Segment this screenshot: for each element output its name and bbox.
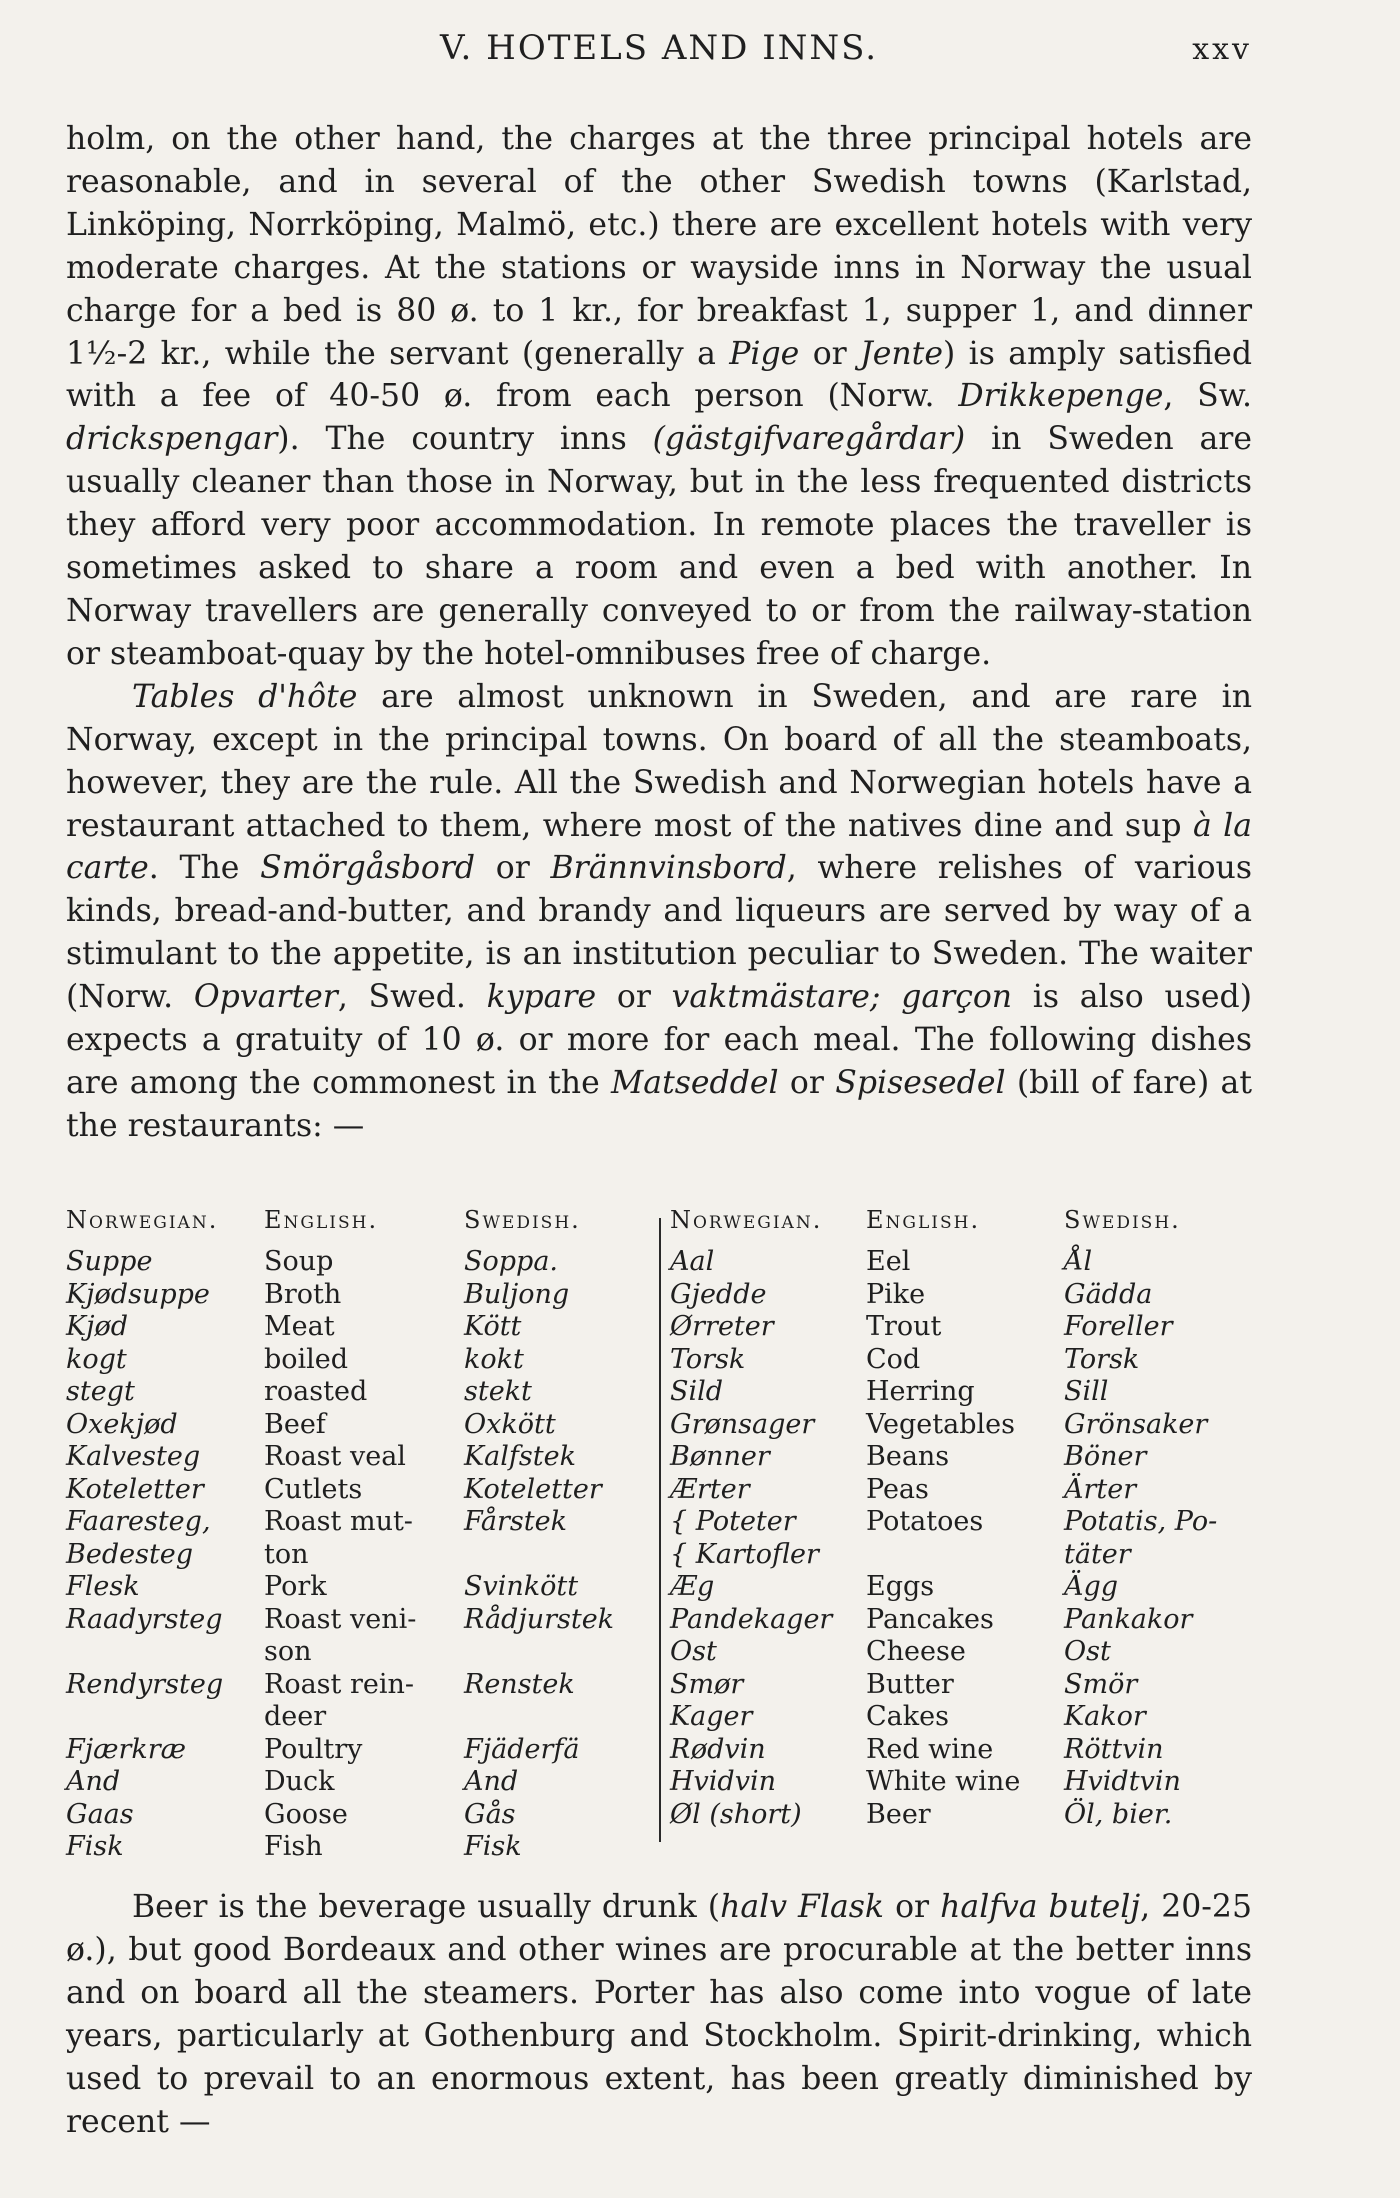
table-cell: Raadyrsteg (66, 1603, 223, 1635)
text-run: are almost unknown in Sweden, and are rare in Norway, except in the principal towns. On board of all the steamboats, however, they are the rule. All the Swedish and Norwegian hotels have a restaurant attached to them, where most of the natives dine and sup (66, 678, 1252, 844)
paragraph-3 (66, 1886, 1252, 2143)
table-cell: Fårstek (464, 1506, 567, 1537)
table-cell: Kött (464, 1311, 522, 1342)
italic-term: Tables d'hôte (132, 678, 358, 715)
paragraph-2 (66, 676, 1252, 1148)
text-run: or (778, 1064, 836, 1101)
table-cell: Sild (670, 1376, 724, 1407)
text-run: in Sweden are usually cleaner than those in Norway, but in the less frequented districts they afford very poor accommodation. In remote places the traveller is sometimes asked to share a room and even a bed with another. In Norway travellers are generally conveyed to or from the railway-station or steamboat-quay by the hotel-omnibuses free of charge. (66, 421, 1252, 672)
italic-term: halfva butelj (940, 1889, 1141, 1925)
table-cell: Ål (1064, 1246, 1093, 1277)
left-norwegian-column (66, 1204, 223, 1864)
column-divider (659, 1218, 661, 1842)
table-cell: Ærter (670, 1473, 750, 1505)
table-cell: Roast veni- (264, 1603, 417, 1635)
table-cell: Renstek (464, 1668, 575, 1700)
italic-term: Smörgåsbord (260, 850, 476, 887)
table-cell: boiled (264, 1343, 349, 1375)
table-cell: Eel (866, 1246, 911, 1277)
text-run: or (475, 850, 551, 887)
table-cell: Gaas (66, 1798, 134, 1830)
left-english-column (264, 1204, 416, 1864)
table-cell: Svinkött (464, 1571, 579, 1602)
text-run: , Sw. (1163, 378, 1252, 415)
table-cell: Vegetables (866, 1408, 1015, 1440)
italic-term: Drikkepenge (958, 378, 1164, 415)
table-cell (66, 1636, 223, 1669)
table-cell: Rådjurstek (464, 1603, 615, 1635)
table-cell: Faaresteg, (66, 1506, 211, 1537)
italic-term: drickspengar (66, 421, 278, 458)
page-header (66, 28, 1252, 78)
italic-term: à la carte (66, 807, 1252, 887)
table-cell: Cod (866, 1343, 921, 1375)
chapter-title: V. HOTELS AND INNS. (439, 28, 879, 68)
text-run: is also used) expects a gratuity of 10 ø. or more for each meal. The following dishes are among the commonest in the (66, 979, 1252, 1101)
table-cell: Oxkött (464, 1408, 556, 1440)
table-cell: Rendyrsteg (66, 1668, 224, 1700)
table-cell: Smör (1064, 1668, 1138, 1700)
table-cell (464, 1539, 614, 1572)
table-cell: Duck (264, 1766, 335, 1797)
table-cell (464, 1636, 614, 1669)
table-cell: Bønner (670, 1441, 770, 1472)
column-header: Norwegian. (670, 1206, 823, 1234)
table-cell: Aal (670, 1246, 715, 1277)
table-cell: Roast veal (264, 1441, 406, 1472)
table-cell: Flesk (66, 1571, 140, 1602)
italic-term: Spisesedel (835, 1064, 1006, 1101)
column-header: Norwegian. (66, 1206, 219, 1234)
italic-term: halv Flask (720, 1889, 885, 1925)
table-cell: Koteletter (464, 1473, 602, 1505)
column-header: English. (264, 1206, 379, 1234)
table-cell: roasted (264, 1376, 368, 1407)
table-cell: Beef (264, 1408, 326, 1440)
italic-term: vaktmästare; garçon (671, 979, 1013, 1016)
table-cell: kokt (464, 1343, 524, 1375)
table-cell: Poultry (264, 1733, 363, 1765)
text-run: or (799, 335, 861, 372)
vocabulary-tables (66, 1204, 1252, 1864)
table-cell: Hvidtvin (1064, 1766, 1181, 1797)
table-cell: Meat (264, 1311, 335, 1342)
page-number: xxv (1192, 32, 1252, 67)
table-cell: Kalvesteg (66, 1441, 201, 1472)
table-cell: And (66, 1766, 121, 1797)
table-cell: Gädda (1064, 1278, 1153, 1310)
table-cell: Soup (264, 1246, 334, 1277)
italic-term: Brännvinsbord (550, 850, 787, 887)
table-cell: Broth (264, 1278, 342, 1310)
table-cell (866, 1539, 1020, 1572)
table-cell: Grønsager (670, 1408, 815, 1440)
table-cell: Peas (866, 1473, 929, 1505)
table-cell: son (264, 1636, 312, 1667)
paragraph-1 (66, 118, 1252, 676)
body-text (66, 118, 1252, 1148)
table-cell: Suppe (66, 1246, 153, 1277)
italic-term: kypare (486, 979, 597, 1016)
table-cell: Gjedde (670, 1278, 767, 1310)
table-cell: White wine (866, 1766, 1021, 1797)
table-cell: Gås (464, 1798, 516, 1830)
text-run: ) is amply satisfied with a fee of 40-50 ø. from each person (Norw. (66, 335, 1252, 415)
table-cell: Fisk (464, 1831, 522, 1862)
table-cell: Ärter (1064, 1473, 1137, 1505)
table-cell: Ost (670, 1636, 717, 1667)
table-cell: Smør (670, 1668, 744, 1700)
table-cell: Øl (short) (670, 1798, 802, 1830)
table-cell: Cakes (866, 1701, 949, 1732)
table-cell: Fish (264, 1831, 323, 1862)
text-run: , 20-25 ø.), but good Bordeaux and other wines are procurable at the better inns and on board all the steamers. Porter has also come into vogue of late years, particularly at Gothenburg and Stockholm. Spirit-drinking, which used to prevail to an enormous extent, has been greatly diminished by recent — (66, 1889, 1253, 2140)
table-cell: Pancakes (866, 1603, 994, 1635)
table-cell: Trout (866, 1311, 942, 1342)
table-cell: Bedesteg (66, 1538, 194, 1570)
column-header: Swedish. (464, 1206, 581, 1234)
left-swedish-column (464, 1204, 614, 1864)
table-cell: Buljong (464, 1278, 570, 1310)
table-cell: Pandekager (670, 1603, 833, 1635)
table-cell: Fjærkræ (66, 1733, 187, 1765)
table-cell: Kager (670, 1701, 753, 1732)
column-header: Swedish. (1064, 1206, 1181, 1234)
table-cell: { Poteter (670, 1506, 796, 1537)
table-cell: Herring (866, 1376, 975, 1407)
table-cell: Pankakor (1064, 1603, 1193, 1635)
table-cell: Potatis, Po- (1064, 1506, 1218, 1537)
table-cell: Beer (866, 1798, 931, 1830)
text-run: (bill of fare) at the restaurants: — (66, 1064, 1252, 1144)
table-cell: Cutlets (264, 1473, 363, 1505)
table-cell: Ost (1064, 1636, 1111, 1667)
italic-term: Pige (729, 335, 800, 372)
table-cell: Beans (866, 1441, 950, 1472)
text-run: ). The country inns (277, 421, 653, 458)
table-cell: Foreller (1064, 1311, 1173, 1342)
table-cell: Ørreter (670, 1311, 774, 1342)
table-cell: Red wine (866, 1733, 994, 1765)
table-cell: kogt (66, 1343, 127, 1375)
table-cell: Æg (670, 1571, 715, 1602)
table-cell: Pork (264, 1571, 327, 1602)
italic-term: Opvarter (193, 979, 338, 1016)
table-cell (66, 1701, 223, 1734)
text-run: or (884, 1889, 941, 1925)
table-cell: Eggs (866, 1571, 935, 1602)
table-cell: stegt (66, 1376, 135, 1407)
right-swedish-column (1064, 1204, 1217, 1831)
table-cell: Hvidvin (670, 1766, 776, 1797)
italic-term: (gästgifvaregårdar) (652, 421, 966, 458)
table-cell: Pike (866, 1278, 926, 1310)
table-cell: Cheese (866, 1636, 966, 1667)
table-cell: deer (264, 1701, 327, 1732)
table-cell: Grönsaker (1064, 1408, 1208, 1440)
closing-text (66, 1886, 1252, 2143)
right-english-column (866, 1204, 1020, 1831)
table-cell: Koteletter (66, 1473, 204, 1505)
table-cell: Roast mut- (264, 1506, 413, 1537)
table-cell: Fisk (66, 1831, 124, 1862)
right-norwegian-column (670, 1204, 832, 1831)
italic-term: Matseddel (611, 1064, 779, 1101)
table-cell: Kjød (66, 1311, 129, 1342)
table-cell: stekt (464, 1376, 532, 1407)
table-cell (464, 1701, 614, 1734)
text-run: or (596, 979, 672, 1016)
table-cell: Kakor (1064, 1701, 1146, 1732)
text-run: holm, on the other hand, the charges at the three principal hotels are reasonable, and in several of the other Swedish towns (Karlstad, Linköping, Norrköping, Malmö, etc.) there are excellent hotels with very moderate charges. At the stations or wayside inns in Norway the usual charge for a bed is 80 ø. to 1 kr., for breakfast 1, supper 1, and dinner 1½-2 kr., while the servant (generally a (66, 121, 1252, 372)
table-cell: Öl, bier. (1064, 1798, 1173, 1830)
table-cell: ton (264, 1538, 309, 1570)
table-cell: Soppa. (464, 1246, 558, 1277)
table-cell: And (464, 1766, 519, 1797)
text-run: , where relishes of various kinds, bread-and-butter, and brandy and liqueurs are served by way of a stimulant to the appetite, is an institution peculiar to Sweden. The waiter (Norw. (66, 850, 1252, 1016)
table-cell: Rødvin (670, 1733, 766, 1765)
table-cell: Oxekjød (66, 1408, 178, 1440)
text-run: . The (148, 850, 261, 887)
table-cell: täter (1064, 1538, 1131, 1570)
table-cell: Roast rein- (264, 1668, 415, 1700)
text-run: Beer is the beverage usually drunk ( (132, 1889, 721, 1925)
table-cell: Sill (1064, 1376, 1109, 1407)
text-run: , Swed. (337, 979, 487, 1016)
table-cell: Böner (1064, 1441, 1147, 1472)
table-cell: Butter (866, 1668, 954, 1700)
table-cell: Torsk (670, 1343, 746, 1375)
table-cell: Kalfstek (464, 1441, 576, 1472)
table-cell: Potatoes (866, 1506, 984, 1537)
italic-term: Jente (860, 335, 943, 372)
table-cell: { Kartofler (670, 1538, 819, 1570)
table-cell: Kjødsuppe (66, 1278, 210, 1310)
table-cell: Röttvin (1064, 1733, 1164, 1765)
table-cell: Fjäderfä (464, 1733, 580, 1765)
table-cell: Ägg (1064, 1571, 1119, 1602)
table-cell: Torsk (1064, 1343, 1140, 1375)
table-cell: Goose (264, 1798, 348, 1830)
column-header: English. (866, 1206, 981, 1234)
